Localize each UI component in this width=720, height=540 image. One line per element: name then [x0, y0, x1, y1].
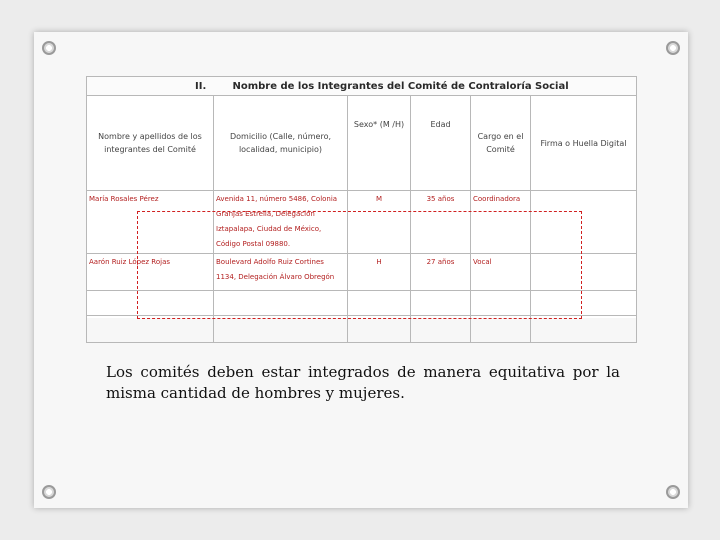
table-row-empty — [87, 316, 637, 343]
header-cargo: Cargo en el Comité — [471, 96, 531, 191]
cell-nombre: María Rosales Pérez — [87, 191, 214, 254]
cell-nombre: Aarón Ruiz López Rojas — [87, 254, 214, 291]
cell-cargo: Coordinadora — [471, 191, 531, 254]
pin-icon — [666, 485, 680, 499]
header-firma: Firma o Huella Digital — [531, 96, 637, 191]
header-sexo: Sexo* (M /H) — [348, 96, 411, 191]
cell-firma — [531, 191, 637, 254]
table-row — [87, 191, 637, 254]
header-domicilio: Domicilio (Calle, número, localidad, municipio) — [214, 96, 348, 191]
table-header-row — [87, 96, 637, 191]
cell-firma — [531, 254, 637, 291]
cell-sexo: H — [348, 254, 411, 291]
cell-domicilio: Avenida 11, número 5486, Colonia Granjas Estrella, Delegación Iztapalapa, Ciudad de México, Código Postal 09880. — [214, 191, 348, 254]
cell-edad: 35 años — [411, 191, 471, 254]
table-title-row — [87, 77, 637, 96]
cell-sexo: M — [348, 191, 411, 254]
header-nombre: Nombre y apellidos de los integrantes del Comité — [87, 96, 214, 191]
header-edad: Edad — [411, 96, 471, 191]
pin-icon — [666, 41, 680, 55]
committee-table — [86, 76, 636, 318]
section-title: Nombre de los Integrantes del Comité de Contraloría Social — [232, 80, 569, 92]
cell-domicilio: Boulevard Adolfo Ruiz Cortines 1134, Delegación Álvaro Obregón — [214, 254, 348, 291]
slide — [34, 32, 688, 508]
caption-text: Los comités deben estar integrados de manera equitativa por la misma cantidad de hombres y mujeres. — [106, 363, 620, 402]
pin-icon — [42, 41, 56, 55]
table-row — [87, 254, 637, 291]
table-row-empty — [87, 291, 637, 316]
pin-icon — [42, 485, 56, 499]
cell-cargo: Vocal — [471, 254, 531, 291]
section-number: II. — [195, 80, 207, 92]
cell-edad: 27 años — [411, 254, 471, 291]
